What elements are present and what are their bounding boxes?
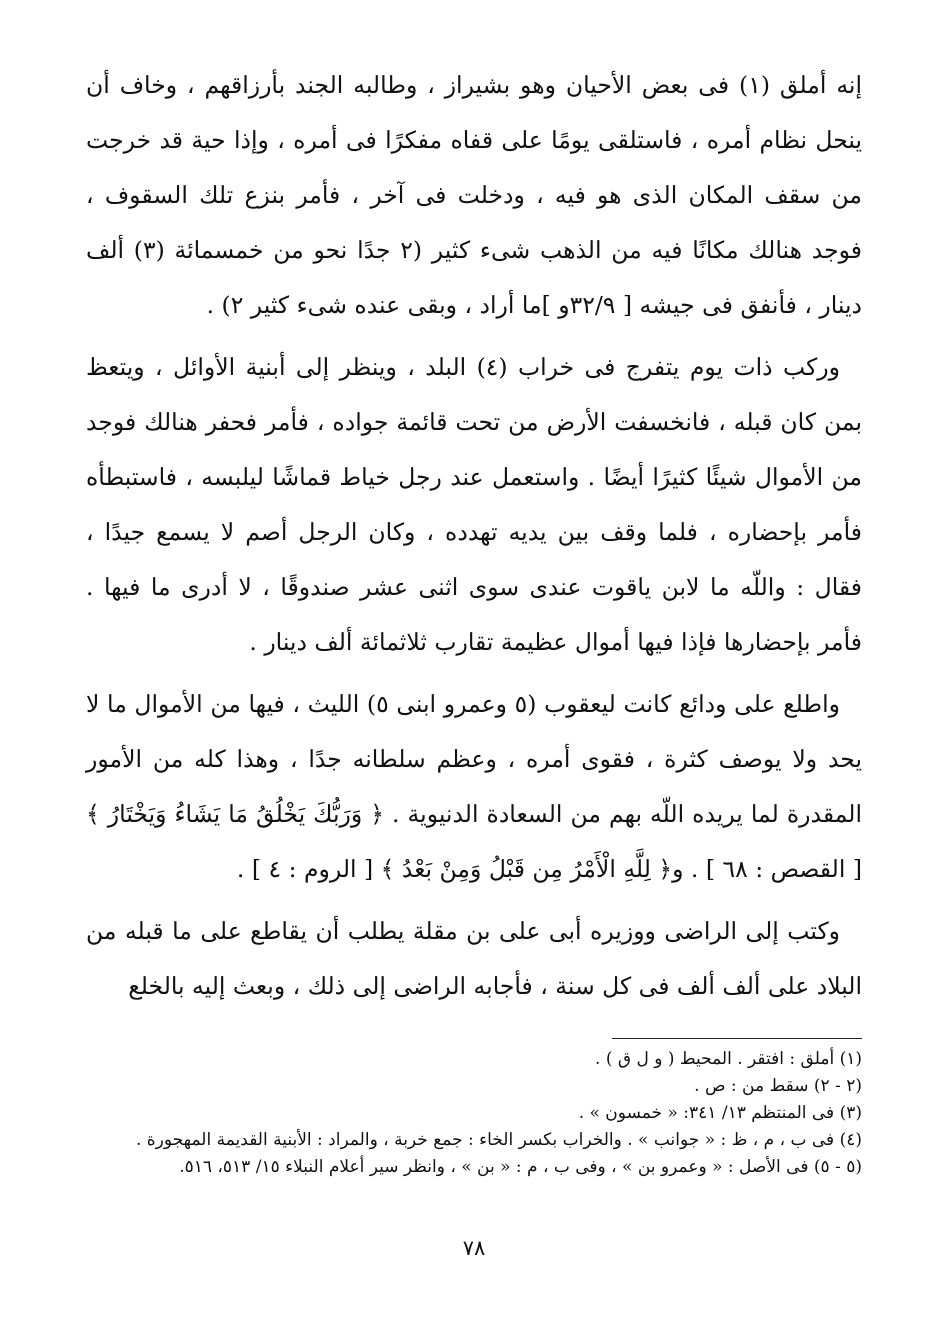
paragraph-4: وكتب إلى الراضى ووزيره أبى على بن مقلة يطلب أن يقاطع على ما قبله من البلاد على ألف ألف فى كل سنة ، فأجابه الراضى إلى ذلك ، وبعث إليه بالخلع <box>86 917 862 1000</box>
footnote-5: (٥ - ٥) فى الأصل : « وعمرو بن » ، وفى ب ، م : « بن » ، وانظر سير أعلام النبلاء ١٥/ ٥١٣، ٥١٦. <box>179 1157 862 1177</box>
book-page <box>86 58 862 1298</box>
footnotes <box>86 1046 862 1181</box>
paragraph-2: وركب ذات يوم يتفرج فى خراب (٤) البلد ، وينظر إلى أبنية الأوائل ، ويتعظ بمن كان قبله ، فانخسفت الأرض من تحت قائمة جواده ، فأمر فحفر هنالك فوجد من الأموال شيئًا كثيرًا أيضًا . واستعمل عند رجل خياط قماشًا ليلبسه ، فاستبطأه فأمر بإحضاره ، فلما وقف بين يديه تهدده ، وكان الرجل أصم لا يسمع جيدًا ، فقال : واللّه ما لابن ياقوت عندى سوى اثنى عشر صندوقًا ، لا أدرى ما فيها . فأمر بإحضارها فإذا فيها أموال عظيمة تقارب ثلاثمائة ألف دينار . <box>86 353 862 656</box>
footnote-divider <box>612 1038 862 1039</box>
paragraph-1: إنه أملق (١) فى بعض الأحيان وهو بشيراز ، وطالبه الجند بأرزاقهم ، وخاف أن ينحل نظام أمره ، فاستلقى يومًا على قفاه مفكرًا فى أمره ، وإذا حية قد خرجت من سقف المكان الذى هو فيه ، ودخلت فى آخر ، فأمر بنزع تلك السقوف ، فوجد هنالك مكانًا فيه من الذهب شىء كثير (٢ جدًا نحو من خمسمائة (٣) ألف دينار ، فأنفق فى جيشه [ ٣٢/٩و ]ما أراد ، وبقى عنده شىء كثير ٢) . <box>86 71 862 319</box>
footnote-2: (٢ - ٢) سقط من : ص . <box>694 1076 862 1096</box>
main-text <box>86 58 862 1014</box>
page-number: ٧٨ <box>462 1236 486 1260</box>
footnote-4: (٤) فى ب ، م ، ظ : « جوانب » . والخراب بكسر الخاء : جمع خربة ، والمراد : الأبنية القديمة المهجورة . <box>135 1130 862 1150</box>
footnote-1: (١) أملق : افتقر . المحيط ( و ل ق ) . <box>595 1049 862 1069</box>
paragraph-3: واطلع على ودائع كانت ليعقوب (٥ وعمرو ابنى ٥) الليث ، فيها من الأموال ما لا يحد ولا يوصف كثرة ، فقوى أمره ، وعظم سلطانه جدًا ، وهذا كله من الأمور المقدرة لما يريده اللّه بهم من السعادة الدنيوية . ﴿ وَرَبُّكَ يَخْلُقُ مَا يَشَاءُ وَيَخْتَارُ ﴾ [ القصص : ٦٨ ] . و﴿ لِلَّهِ الْأَمْرُ مِن قَبْلُ وَمِنْ بَعْدُ ﴾ [ الروم : ٤ ] . <box>86 690 862 883</box>
footnote-3: (٣) فى المنتظم ١٣/ ٣٤١: « خمسون » . <box>578 1103 862 1123</box>
